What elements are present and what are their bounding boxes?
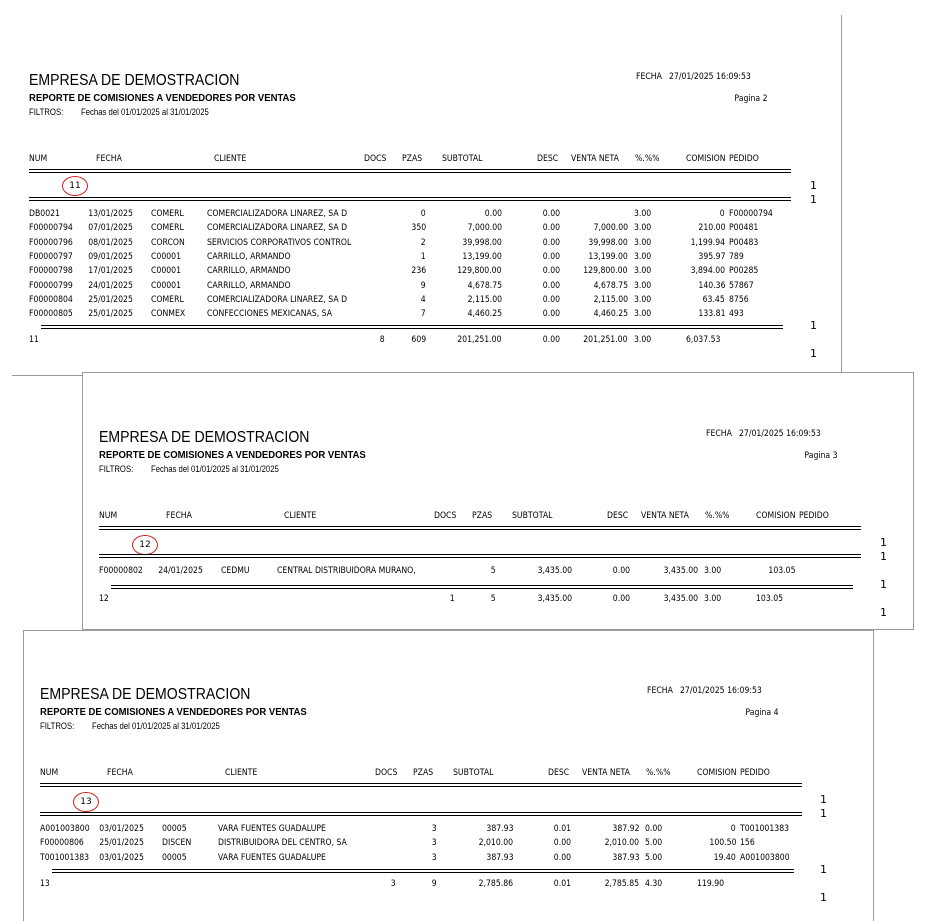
column-header-ped: PEDIDO: [799, 511, 829, 521]
separator-group: [99, 554, 861, 558]
total-pzas: 609: [411, 335, 426, 345]
total-pct: 3.00: [634, 335, 652, 345]
row-subtotal: 4,460.25: [467, 309, 502, 319]
row-desc: 0.00: [542, 309, 560, 319]
column-header-num: NUM: [99, 511, 118, 521]
total-pzas: 5: [491, 594, 496, 604]
row-desc: 0.00: [553, 838, 571, 848]
row-venta-neta: 4,678.75: [593, 281, 628, 291]
margin-mark: 1: [820, 891, 827, 904]
column-header-pct: %.%%: [646, 768, 671, 778]
row-comision: 0: [720, 209, 725, 219]
row-subtotal: 3,435.00: [537, 566, 572, 576]
total-desc: 0.01: [553, 879, 571, 889]
total-venta-neta: 3,435.00: [663, 594, 698, 604]
row-desc: 0.01: [553, 824, 571, 834]
separator-group: [40, 812, 802, 816]
row-venta-neta: 39,998.00: [588, 238, 628, 248]
total-subtotal: 201,251.00: [457, 335, 502, 345]
row-pct: 3.00: [634, 223, 652, 233]
separator-top: [29, 169, 791, 173]
row-pzas: 3: [432, 838, 437, 848]
row-pct: 0.00: [645, 824, 663, 834]
row-comision: 1,199.94: [690, 238, 725, 248]
page-number: Pagina 4: [745, 708, 779, 718]
total-comision: 6,037.53: [686, 335, 721, 345]
row-comision: 140.36: [697, 281, 725, 291]
row-client-code: COMERL: [151, 209, 184, 219]
row-client-name: CENTRAL DISTRIBUIDORA MURANO,: [277, 566, 416, 576]
column-header-desc: DESC: [548, 768, 570, 778]
row-client-code: CORCON: [151, 238, 185, 248]
total-group: 11: [29, 335, 39, 345]
filters-label: FILTROS:: [29, 107, 64, 117]
margin-mark: 1: [880, 536, 887, 549]
row-fecha: 09/01/2025: [88, 252, 133, 262]
total-venta-neta: 201,251.00: [583, 335, 628, 345]
group-number-circle: 11: [62, 176, 88, 196]
row-pzas: 3: [432, 853, 437, 863]
filters-value: Fechas del 01/01/2025 al 31/01/2025: [151, 464, 279, 474]
row-fecha: 25/01/2025: [88, 295, 133, 305]
column-header-pzas: PZAS: [402, 154, 423, 164]
row-client-code: 00005: [162, 853, 187, 863]
row-desc: 0.00: [542, 238, 560, 248]
row-pct: 3.00: [634, 252, 652, 262]
row-num: F00000796: [29, 238, 73, 248]
row-comision: 63.45: [702, 295, 725, 305]
company-name: EMPRESA DE DEMOSTRACION: [29, 72, 240, 89]
row-pedido: A001003800: [740, 853, 790, 863]
row-pct: 3.00: [634, 238, 652, 248]
separator-totals: [111, 585, 853, 589]
row-pedido: 493: [729, 309, 744, 319]
total-desc: 0.00: [612, 594, 630, 604]
row-comision: 395.97: [697, 252, 725, 262]
row-comision: 3,894.00: [690, 266, 725, 276]
row-client-code: CEDMU: [221, 566, 250, 576]
row-pedido: 57867: [729, 281, 754, 291]
row-comision: 19.40: [713, 853, 736, 863]
column-header-docs: DOCS: [375, 768, 398, 778]
row-subtotal: 4,678.75: [467, 281, 502, 291]
row-num: T001001383: [40, 853, 90, 863]
row-client-name: DISTRIBUIDORA DEL CENTRO, SA: [218, 838, 347, 848]
filters-value: Fechas del 01/01/2025 al 31/01/2025: [92, 721, 220, 731]
group-number-circle: 13: [73, 792, 99, 812]
total-subtotal: 2,785.86: [478, 879, 513, 889]
row-subtotal: 129,800.00: [457, 266, 502, 276]
filters-value: Fechas del 01/01/2025 al 31/01/2025: [81, 107, 209, 117]
total-comision: 103.05: [756, 594, 784, 604]
separator-top: [99, 526, 861, 530]
row-venta-neta: 2,010.00: [604, 838, 639, 848]
column-header-venta: VENTA NETA: [582, 768, 630, 778]
margin-mark: 1: [820, 807, 827, 820]
column-header-num: NUM: [29, 154, 48, 164]
column-header-docs: DOCS: [434, 511, 457, 521]
column-header-ped: PEDIDO: [740, 768, 770, 778]
row-pzas: 7: [421, 309, 426, 319]
column-header-cliente: CLIENTE: [284, 511, 317, 521]
row-comision: 103.05: [767, 566, 795, 576]
row-num: F00000797: [29, 252, 73, 262]
row-client-name: COMERCIALIZADORA LINAREZ, SA D: [207, 295, 348, 305]
row-comision: 210.00: [697, 223, 725, 233]
column-header-cliente: CLIENTE: [225, 768, 258, 778]
row-venta-neta: 3,435.00: [663, 566, 698, 576]
report-title: REPORTE DE COMISIONES A VENDEDORES POR VENTAS: [99, 450, 366, 461]
column-header-fecha: FECHA: [166, 511, 192, 521]
column-header-ped: PEDIDO: [729, 154, 759, 164]
column-header-subtotal: SUBTOTAL: [512, 511, 553, 521]
row-venta-neta: 7,000.00: [593, 223, 628, 233]
total-pct: 4.30: [645, 879, 663, 889]
row-fecha: 24/01/2025: [88, 281, 133, 291]
report-date-label: FECHA: [706, 429, 732, 439]
row-client-code: DISCEN: [162, 838, 192, 848]
margin-mark: 1: [810, 179, 817, 192]
column-header-subtotal: SUBTOTAL: [442, 154, 483, 164]
row-fecha: 03/01/2025: [99, 824, 144, 834]
row-client-name: CARRILLO, ARMANDO: [207, 252, 291, 262]
row-pedido: F00000794: [729, 209, 773, 219]
margin-mark: 1: [810, 319, 817, 332]
row-pzas: 1: [421, 252, 426, 262]
row-client-name: CARRILLO, ARMANDO: [207, 281, 291, 291]
column-header-com: COMISION: [686, 154, 726, 164]
row-num: F00000805: [29, 309, 73, 319]
row-pedido: P00481: [729, 223, 759, 233]
row-pzas: 9: [421, 281, 426, 291]
row-desc: 0.00: [542, 266, 560, 276]
total-comision: 119.90: [697, 879, 725, 889]
column-header-com: COMISION: [756, 511, 796, 521]
row-comision: 133.81: [697, 309, 725, 319]
row-subtotal: 7,000.00: [467, 223, 502, 233]
margin-mark: 1: [820, 793, 827, 806]
row-client-code: C00001: [151, 281, 182, 291]
company-name: EMPRESA DE DEMOSTRACION: [40, 686, 251, 703]
column-header-desc: DESC: [607, 511, 629, 521]
row-fecha: 25/01/2025: [99, 838, 144, 848]
margin-mark: 1: [820, 863, 827, 876]
page-number: Pagina 3: [804, 451, 838, 461]
row-client-name: COMERCIALIZADORA LINAREZ, SA D: [207, 223, 348, 233]
row-pedido: P00483: [729, 238, 759, 248]
total-docs: 3: [391, 879, 396, 889]
row-pedido: 156: [740, 838, 755, 848]
total-group: 13: [40, 879, 50, 889]
margin-mark: 1: [810, 193, 817, 206]
row-desc: 0.00: [553, 853, 571, 863]
total-docs: 8: [380, 335, 385, 345]
row-pct: 3.00: [634, 309, 652, 319]
row-desc: 0.00: [542, 252, 560, 262]
row-venta-neta: 129,800.00: [583, 266, 628, 276]
row-fecha: 24/01/2025: [158, 566, 203, 576]
total-venta-neta: 2,785.85: [604, 879, 639, 889]
row-pedido: P00285: [729, 266, 759, 276]
total-subtotal: 3,435.00: [537, 594, 572, 604]
column-header-pct: %.%%: [635, 154, 660, 164]
total-docs: 1: [450, 594, 455, 604]
separator-totals: [41, 325, 783, 329]
row-pzas: 4: [421, 295, 426, 305]
row-pedido: T001001383: [740, 824, 790, 834]
row-venta-neta: 4,460.25: [593, 309, 628, 319]
row-subtotal: 387.93: [485, 853, 513, 863]
report-page-2: [12, 15, 842, 376]
margin-mark: 1: [880, 550, 887, 563]
row-client-code: CONMEX: [151, 309, 186, 319]
total-pct: 3.00: [704, 594, 722, 604]
row-subtotal: 2,115.00: [467, 295, 502, 305]
page-number: Pagina 2: [734, 94, 768, 104]
company-name: EMPRESA DE DEMOSTRACION: [99, 429, 310, 446]
row-num: DB0021: [29, 209, 60, 219]
row-client-name: COMERCIALIZADORA LINAREZ, SA D: [207, 209, 348, 219]
row-pct: 3.00: [634, 281, 652, 291]
row-client-name: CONFECCIONES MEXICANAS, SA: [207, 309, 332, 319]
row-subtotal: 387.93: [485, 824, 513, 834]
column-header-pct: %.%%: [705, 511, 730, 521]
row-pedido: 8756: [729, 295, 749, 305]
row-client-code: C00001: [151, 252, 182, 262]
column-header-subtotal: SUBTOTAL: [453, 768, 494, 778]
row-num: F00000794: [29, 223, 73, 233]
separator-group: [29, 197, 791, 201]
row-fecha: 25/01/2025: [88, 309, 133, 319]
row-fecha: 07/01/2025: [88, 223, 133, 233]
filters-label: FILTROS:: [40, 721, 75, 731]
margin-mark: 1: [880, 606, 887, 619]
report-date-label: FECHA: [636, 72, 662, 82]
row-pct: 3.00: [634, 209, 652, 219]
row-venta-neta: 387.92: [611, 824, 639, 834]
row-num: F00000802: [99, 566, 143, 576]
row-pzas: 236: [411, 266, 426, 276]
row-client-name: SERVICIOS CORPORATIVOS CONTROL: [207, 238, 352, 248]
column-header-com: COMISION: [697, 768, 737, 778]
row-client-code: C00001: [151, 266, 182, 276]
column-header-fecha: FECHA: [96, 154, 122, 164]
column-header-desc: DESC: [537, 154, 559, 164]
report-date-value: 27/01/2025 16:09:53: [680, 686, 762, 696]
report-date-value: 27/01/2025 16:09:53: [739, 429, 821, 439]
row-pct: 3.00: [634, 266, 652, 276]
row-client-name: CARRILLO, ARMANDO: [207, 266, 291, 276]
column-header-venta: VENTA NETA: [641, 511, 689, 521]
report-title: REPORTE DE COMISIONES A VENDEDORES POR VENTAS: [40, 707, 307, 718]
row-num: F00000806: [40, 838, 84, 848]
report-page-3: [82, 372, 914, 630]
total-desc: 0.00: [542, 335, 560, 345]
report-date-label: FECHA: [647, 686, 673, 696]
row-num: F00000799: [29, 281, 73, 291]
column-header-fecha: FECHA: [107, 768, 133, 778]
row-subtotal: 39,998.00: [462, 238, 502, 248]
row-client-code: 00005: [162, 824, 187, 834]
separator-totals: [52, 869, 794, 873]
row-pct: 3.00: [634, 295, 652, 305]
row-client-name: VARA FUENTES GUADALUPE: [218, 853, 326, 863]
row-desc: 0.00: [542, 209, 560, 219]
row-pzas: 0: [421, 209, 426, 219]
row-pzas: 5: [491, 566, 496, 576]
row-num: F00000804: [29, 295, 73, 305]
row-fecha: 13/01/2025: [88, 209, 133, 219]
margin-mark: 1: [810, 347, 817, 360]
margin-mark: 1: [880, 578, 887, 591]
column-header-cliente: CLIENTE: [214, 154, 247, 164]
row-desc: 0.00: [542, 295, 560, 305]
row-client-code: COMERL: [151, 295, 184, 305]
row-pct: 3.00: [704, 566, 722, 576]
row-comision: 100.50: [708, 838, 736, 848]
column-header-pzas: PZAS: [413, 768, 434, 778]
total-group: 12: [99, 594, 109, 604]
row-pzas: 2: [421, 238, 426, 248]
row-client-name: VARA FUENTES GUADALUPE: [218, 824, 326, 834]
row-client-code: COMERL: [151, 223, 184, 233]
row-num: A001003800: [40, 824, 90, 834]
row-desc: 0.00: [542, 223, 560, 233]
row-pct: 5.00: [645, 853, 663, 863]
column-header-pzas: PZAS: [472, 511, 493, 521]
report-date-value: 27/01/2025 16:09:53: [669, 72, 751, 82]
row-venta-neta: 2,115.00: [593, 295, 628, 305]
total-pzas: 9: [432, 879, 437, 889]
row-subtotal: 13,199.00: [462, 252, 502, 262]
column-header-num: NUM: [40, 768, 59, 778]
row-pzas: 350: [411, 223, 426, 233]
row-comision: 0: [731, 824, 736, 834]
row-pct: 5.00: [645, 838, 663, 848]
row-subtotal: 0.00: [484, 209, 502, 219]
row-venta-neta: 13,199.00: [588, 252, 628, 262]
separator-top: [40, 783, 802, 787]
row-venta-neta: 387.93: [611, 853, 639, 863]
row-subtotal: 2,010.00: [478, 838, 513, 848]
report-title: REPORTE DE COMISIONES A VENDEDORES POR VENTAS: [29, 93, 296, 104]
row-fecha: 03/01/2025: [99, 853, 144, 863]
row-pedido: 789: [729, 252, 744, 262]
row-fecha: 17/01/2025: [88, 266, 133, 276]
filters-label: FILTROS:: [99, 464, 134, 474]
group-number-circle: 12: [132, 535, 158, 555]
row-fecha: 08/01/2025: [88, 238, 133, 248]
row-pzas: 3: [432, 824, 437, 834]
row-num: F00000798: [29, 266, 73, 276]
column-header-venta: VENTA NETA: [571, 154, 619, 164]
row-desc: 0.00: [612, 566, 630, 576]
column-header-docs: DOCS: [364, 154, 387, 164]
row-desc: 0.00: [542, 281, 560, 291]
